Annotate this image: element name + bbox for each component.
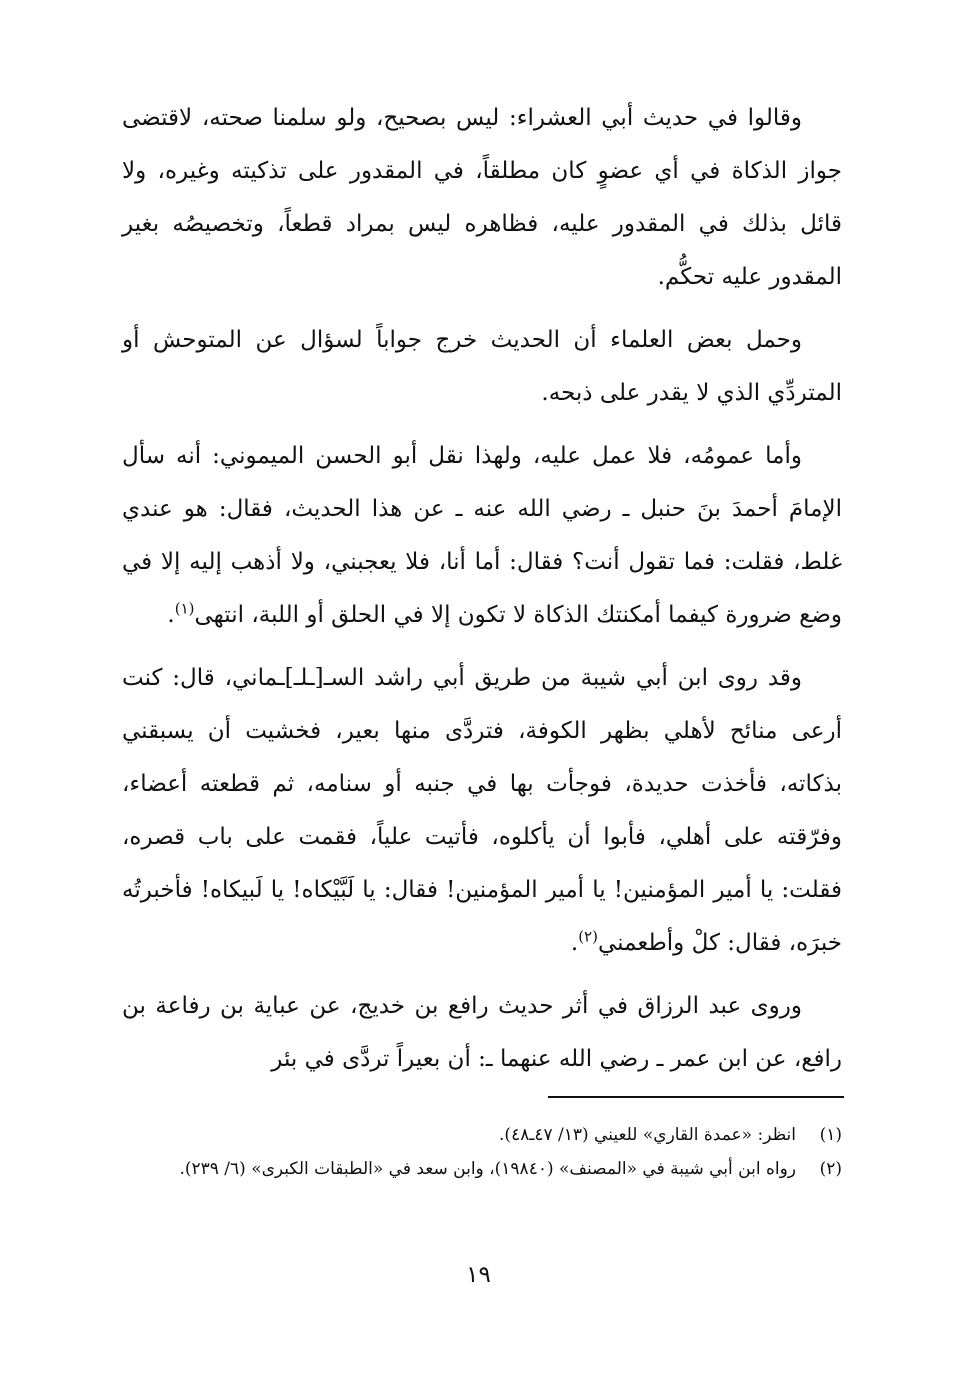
footnote-reference[interactable]: (٢): [578, 927, 598, 946]
page-number: ١٩: [466, 1262, 491, 1288]
paragraph-2: [122, 314, 842, 420]
paragraph-text: وأما عمومُه، فلا عمل عليه، ولهذا نقل أبو الحسن الميموني: أنه سأل الإمامَ أحمدَ بنَ حنبل ـ رضي الله عنه ـ عن هذا الحديث، فقال: هو عندي غلط، فقلت: فما تقول أنت؟ فقال: أما أنا، فلا يعجبني، ولا أذهب إليه إلا في وضع ضرورة كيفما أمكنتك الذكاة لا تكون إلا في الحلق أو اللبة، انتهى: [122, 443, 842, 628]
paragraph-text: وقد روى ابن أبي شيبة من طريق أبي راشد السـ[ـلـ]ـماني، قال: كنت أرعى منائح لأهلي بظهر الكوفة، فتردَّى منها بعير، فخشيت أن يسبقني بذكاته، فأخذت حديدة، فوجأت بها في جنبه أو سنامه، ثم قطعته أعضاء، وفرّقته على أهلي، فأبوا أن يأكلوه، فأتيت علياً، فقمت على باب قصره، فقلت: يا أمير المؤمنين! يا أمير المؤمنين! فقال: يا لَبَّيْكاه! يا لَبيكاه! فأخبرتُه خبرَه، فقال: كلْ وأطعمني: [122, 665, 842, 956]
paragraph-1: [122, 92, 842, 304]
footnote-text: رواه ابن أبي شيبة في «المصنف» (١٩٨٤٠)، وابن سعد في «الطبقات الكبرى» (٦/ ٢٣٩).: [179, 1159, 796, 1179]
footnote-number: (٢): [819, 1159, 842, 1179]
footnote-1: [122, 1118, 842, 1152]
footnotes: [122, 1118, 842, 1186]
sentence-end: .: [570, 930, 579, 956]
footnote-separator: [548, 1096, 844, 1098]
paragraph-text: وحمل بعض العلماء أن الحديث خرج جواباً لسؤال عن المتوحش أو المتردِّي الذي لا يقدر على ذبحه.: [122, 327, 842, 406]
main-text: [122, 92, 842, 1096]
paragraph-text: وروى عبد الرزاق في أثر حديث رافع بن خديج، عن عباية بن رفاعة بن رافع، عن ابن عمر ـ رضي الله عنهما ـ: أن بعيراً تردَّى في بئر: [122, 993, 842, 1072]
footnote-text: انظر: «عمدة القاري» للعيني (١٣/ ٤٧ـ٤٨).: [499, 1125, 796, 1145]
footnote-2: [122, 1152, 842, 1186]
sentence-end: .: [167, 602, 175, 628]
paragraph-5: [122, 980, 842, 1086]
footnote-number: (١): [819, 1125, 842, 1145]
paragraph-text: وقالوا في حديث أبي العشراء: ليس بصحيح، ولو سلمنا صحته، لاقتضى جواز الذكاة في أي عضوٍ كان مطلقاً، في المقدور على تذكيته وغيره، ولا قائل بذلك في المقدور عليه، فظاهره ليس بمراد قطعاً، وتخصيصُه بغير المقدور عليه تحكُّم.: [122, 105, 842, 290]
paragraph-3: [122, 430, 842, 642]
footnote-reference[interactable]: (١): [174, 599, 195, 618]
paragraph-4: [122, 652, 842, 970]
